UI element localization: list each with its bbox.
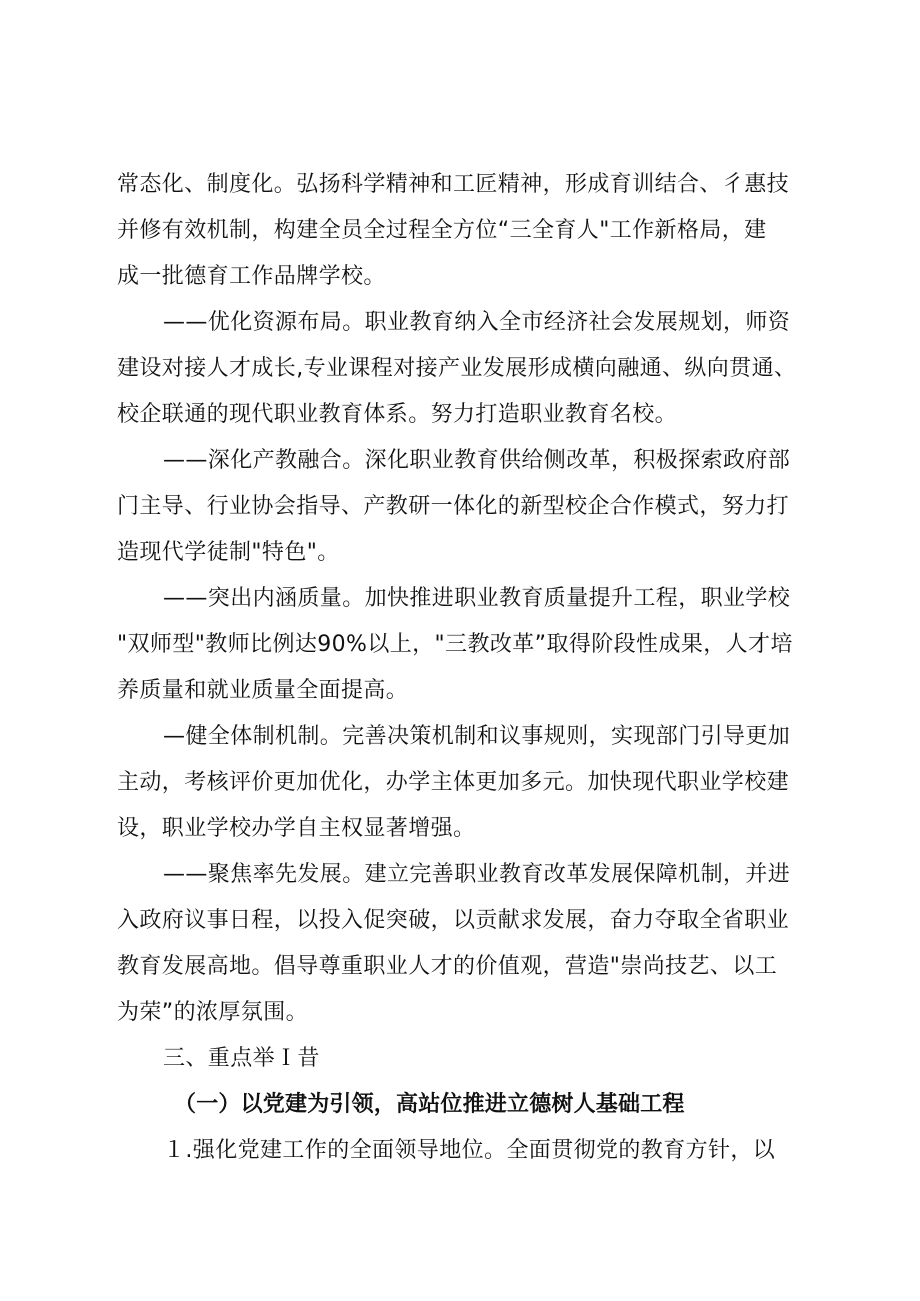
section-heading-3: 三、重点举Ｉ昔 (163, 1046, 320, 1071)
text-line: "双师型"教师比例达90%以上，"三教改革”取得阶段性成果，人才培 (117, 632, 793, 657)
numbered-item-1: １.强化党建工作的全面领导地位。全面贯彻党的教育方针，以 (163, 1138, 776, 1163)
paragraph-institutions: —健全体制机制。完善决策机制和议事规则，实现部门引导更加 (163, 724, 791, 749)
text-line: 设，职业学校办学自主权显著增强。 (117, 816, 476, 841)
text-line: 入政府议事日程，以投入促突破，以贡献求发展，奋力夺取全省职业 (117, 908, 790, 933)
text-line: 成一批德育工作品牌学校。 (117, 264, 386, 289)
paragraph-development: ——聚焦率先发展。建立完善职业教育改革发展保障机制，并进 (163, 862, 791, 887)
text-line: 并修有效机制，构建全员全过程全方位“三全育人"工作新格局，建 (117, 218, 767, 243)
paragraph-optimize-resources: ——优化资源布局。职业教育纳入全市经济社会发展规划，师资 (163, 310, 791, 335)
document-body (117, 162, 817, 1174)
paragraph-deepen-integration: ——深化产教融合。深化职业教育供给侧改革，积极探索政府部 (163, 448, 791, 473)
text-line: 建设对接人才成长,专业课程对接产业发展形成横向融通、纵向贯通、 (117, 356, 797, 381)
text-line: 校企联通的现代职业教育体系。努力打造职业教育名校。 (117, 402, 678, 427)
text-line: 养质量和就业质量全面提高。 (117, 678, 409, 703)
text-line: 教育发展高地。倡导尊重职业人才的价值观，营造"崇尚技艺、以工 (117, 954, 778, 979)
text-line: 主动，考核评价更加优化，办学主体更加多元。加快现代职业学校建 (117, 770, 790, 795)
text-line: 为荣”的浓厚氛围。 (117, 1000, 308, 1025)
text-line: 常态化、制度化。弘扬科学精神和工匠精神，形成育训结合、彳惠技 (117, 172, 790, 197)
subsection-heading-1: （一）以党建为引领，高站位推进立德树人基础工程 (174, 1092, 685, 1117)
paragraph-quality: ——突出内涵质量。加快推进职业教育质量提升工程，职业学校 (163, 586, 791, 611)
text-line: 门主导、行业协会指导、产教研一体化的新型校企合作模式，努力打 (117, 494, 790, 519)
text-line: 造现代学徒制"特色"。 (117, 540, 340, 565)
